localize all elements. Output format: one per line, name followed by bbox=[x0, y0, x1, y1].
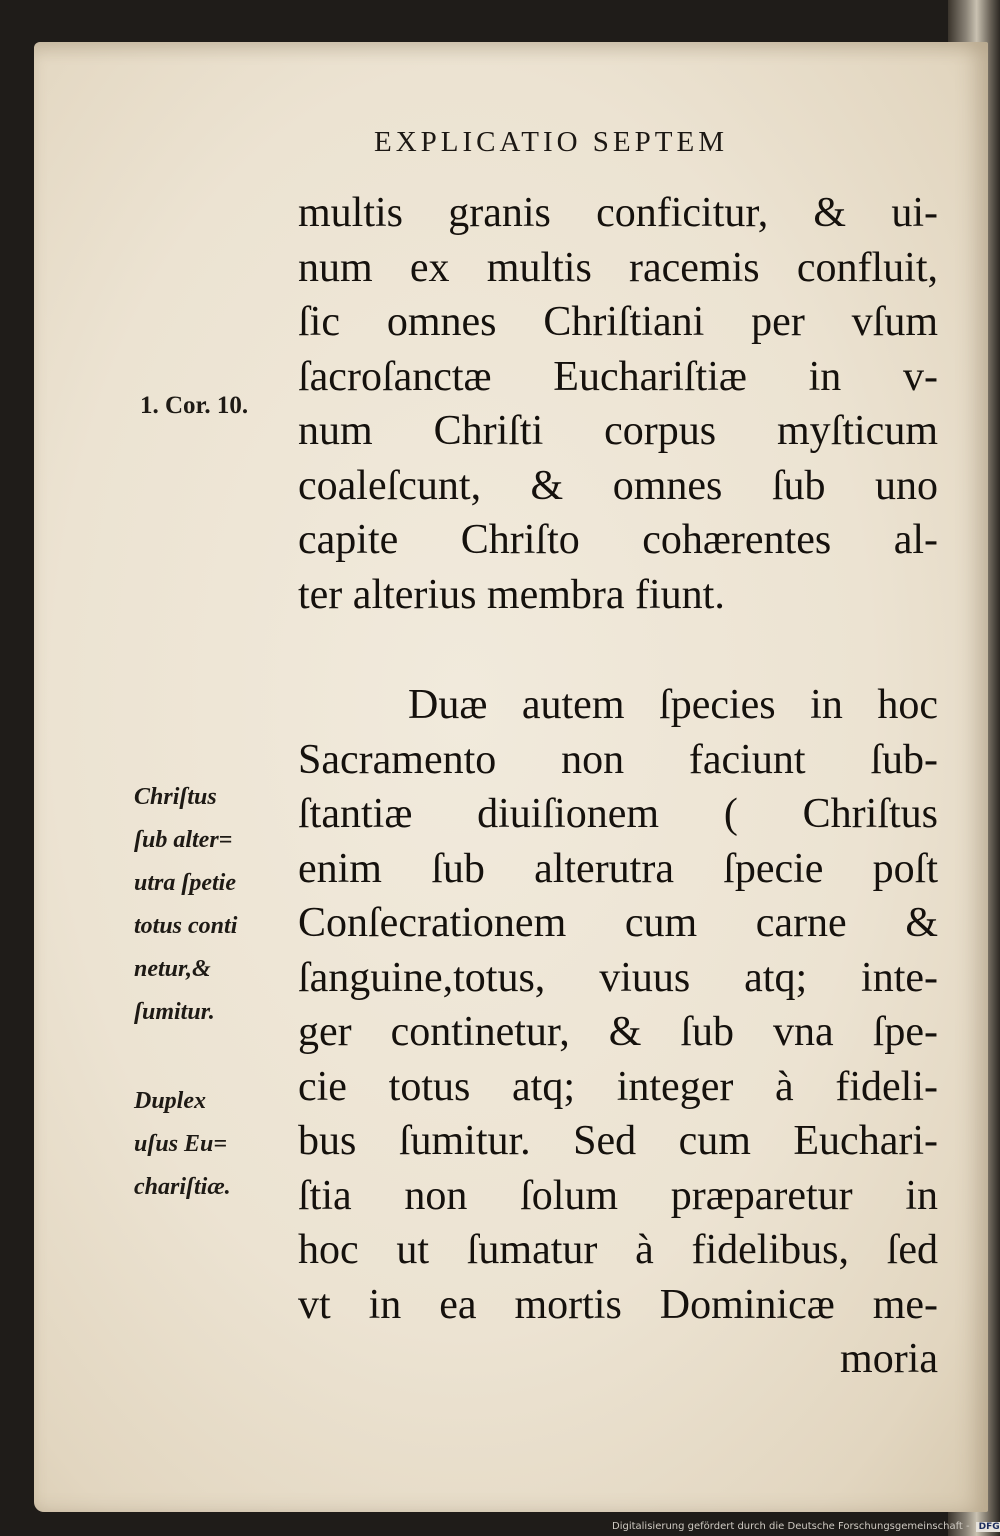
text-line: ſtia non ſolum præparetur in bbox=[298, 1172, 938, 1219]
margin-note-line: ſumitur. bbox=[134, 999, 215, 1025]
text-line: ger continetur, & ſub vna ſpe- bbox=[298, 1009, 938, 1055]
margin-note-line: utra ſpetie bbox=[134, 870, 236, 896]
text-line: multis granis conficitur, & ui- bbox=[298, 190, 938, 236]
margin-note-line: Chriſtus bbox=[134, 784, 217, 810]
margin-note-line: ſub alter= bbox=[134, 827, 233, 853]
text-line: ſanguine,totus, viuus atq; inte- bbox=[298, 954, 938, 1001]
text-line: vt in ea mortis Dominicæ me- bbox=[298, 1281, 938, 1328]
margin-note-line: netur,& bbox=[134, 956, 211, 982]
text-line: cie totus atq; integer à fideli- bbox=[298, 1063, 938, 1110]
footer-text: Digitalisierung gefördert durch die Deutsche Forschungsgemeinschaft - bbox=[612, 1521, 970, 1532]
text-line: coaleſcunt, & omnes ſub uno bbox=[298, 462, 938, 509]
dfg-logo: DFG bbox=[976, 1522, 1000, 1532]
margin-note-line: chariſtiæ. bbox=[134, 1174, 231, 1200]
text-line: ſic omnes Chriſtiani per vſum bbox=[298, 299, 938, 345]
text-line: ſacroſanctæ Euchariſtiæ in v- bbox=[298, 353, 938, 400]
running-head: EXPLICATIO SEPTEM bbox=[374, 126, 728, 158]
margin-note-line: uſus Eu= bbox=[134, 1131, 228, 1157]
digitization-footer bbox=[612, 1521, 1000, 1532]
text-line: capite Chriſto cohærentes al- bbox=[298, 517, 938, 563]
text-line: ter alterius membra fiunt. bbox=[298, 571, 725, 618]
margin-note-line: Duplex bbox=[134, 1088, 206, 1114]
margin-note-duplex bbox=[134, 1080, 231, 1209]
text-line: hoc ut ſumatur à fidelibus, ſed bbox=[298, 1227, 938, 1273]
text-line: Sacramento non faciunt ſub- bbox=[298, 736, 938, 783]
text-line: num Chriſti corpus myſticum bbox=[298, 408, 938, 454]
margin-note-cor-ref: 1. Cor. 10. bbox=[140, 392, 249, 419]
paragraph-1 bbox=[298, 186, 938, 622]
margin-note-christus bbox=[134, 776, 237, 1034]
margin-note-line: totus conti bbox=[134, 913, 238, 939]
text-line: Duæ autem ſpecies in hoc bbox=[408, 682, 938, 728]
paragraph-2 bbox=[298, 678, 938, 1387]
text-line: bus ſumitur. Sed cum Euchari- bbox=[298, 1118, 938, 1164]
text-line: num ex multis racemis confluit, bbox=[298, 244, 938, 291]
text-line: ſtantiæ diuiſionem ( Chriſtus bbox=[298, 791, 938, 837]
catchword: moria bbox=[840, 1336, 938, 1382]
text-line: enim ſub alterutra ſpecie poſt bbox=[298, 845, 938, 892]
text-line: Conſecrationem cum carne & bbox=[298, 900, 938, 946]
